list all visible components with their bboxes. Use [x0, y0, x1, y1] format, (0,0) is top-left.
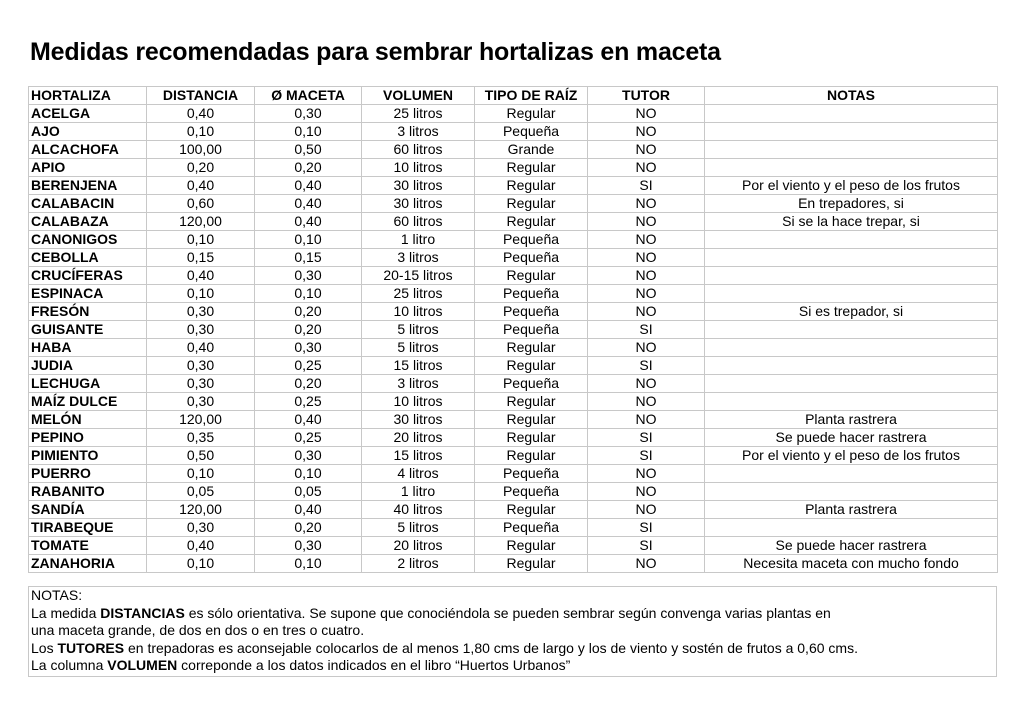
- header-volumen: VOLUMEN: [362, 87, 475, 105]
- notes-line-distancias: La medida DISTANCIAS es sólo orientativa. Se supone que conociéndola se pueden sembrar según convenga varias plantas en: [31, 604, 831, 621]
- table-row: [29, 213, 998, 231]
- cell-notas: [705, 231, 998, 249]
- cell-distancia: 100,00: [147, 141, 255, 159]
- cell-volumen: 10 litros: [362, 159, 475, 177]
- cell-hortaliza: JUDIA: [29, 357, 147, 375]
- cell-maceta: 0,30: [255, 447, 362, 465]
- table-row: [29, 501, 998, 519]
- cell-notas: [705, 483, 998, 501]
- cell-hortaliza: SANDÍA: [29, 501, 147, 519]
- cell-maceta: 0,30: [255, 105, 362, 123]
- cell-distancia: 0,40: [147, 105, 255, 123]
- cell-tipo-raiz: Regular: [475, 393, 588, 411]
- cell-notas: [705, 321, 998, 339]
- cell-tutor: NO: [588, 213, 705, 231]
- cell-distancia: 0,50: [147, 447, 255, 465]
- cell-tipo-raiz: Regular: [475, 267, 588, 285]
- cell-tutor: NO: [588, 555, 705, 573]
- cell-maceta: 0,05: [255, 483, 362, 501]
- cell-notas: [705, 393, 998, 411]
- cell-volumen: 60 litros: [362, 213, 475, 231]
- cell-maceta: 0,20: [255, 303, 362, 321]
- cell-maceta: 0,25: [255, 393, 362, 411]
- table-row: [29, 249, 998, 267]
- cell-distancia: 0,40: [147, 537, 255, 555]
- cell-tutor: NO: [588, 141, 705, 159]
- cell-hortaliza: ACELGA: [29, 105, 147, 123]
- header-tipo-raiz: TIPO DE RAÍZ: [475, 87, 588, 105]
- cell-hortaliza: APIO: [29, 159, 147, 177]
- cell-maceta: 0,25: [255, 429, 362, 447]
- cell-tipo-raiz: Pequeña: [475, 231, 588, 249]
- cell-tutor: SI: [588, 447, 705, 465]
- header-maceta: Ø MACETA: [255, 87, 362, 105]
- cell-hortaliza: PIMIENTO: [29, 447, 147, 465]
- cell-maceta: 0,10: [255, 285, 362, 303]
- cell-tutor: NO: [588, 303, 705, 321]
- header-tutor: TUTOR: [588, 87, 705, 105]
- cell-maceta: 0,40: [255, 195, 362, 213]
- cell-tutor: SI: [588, 177, 705, 195]
- cell-hortaliza: ALCACHOFA: [29, 141, 147, 159]
- cell-notas: [705, 123, 998, 141]
- cell-notas: Se puede hacer rastrera: [705, 429, 998, 447]
- cell-notas: [705, 249, 998, 267]
- cell-tutor: NO: [588, 465, 705, 483]
- cell-distancia: 120,00: [147, 213, 255, 231]
- cell-volumen: 2 litros: [362, 555, 475, 573]
- cell-tutor: SI: [588, 429, 705, 447]
- table-row: [29, 393, 998, 411]
- notes-line-volumen: La columna VOLUMEN correponde a los datos indicados en el libro “Huertos Urbanos”: [31, 657, 571, 674]
- cell-maceta: 0,10: [255, 555, 362, 573]
- cell-tutor: NO: [588, 159, 705, 177]
- cell-maceta: 0,50: [255, 141, 362, 159]
- cell-notas: [705, 357, 998, 375]
- table-row: [29, 123, 998, 141]
- cell-distancia: 0,30: [147, 393, 255, 411]
- cell-tipo-raiz: Pequeña: [475, 465, 588, 483]
- cell-tipo-raiz: Grande: [475, 141, 588, 159]
- cell-distancia: 0,35: [147, 429, 255, 447]
- cell-distancia: 120,00: [147, 411, 255, 429]
- table-row: [29, 465, 998, 483]
- header-row: [29, 87, 998, 105]
- cell-notas: [705, 267, 998, 285]
- cell-maceta: 0,40: [255, 411, 362, 429]
- cell-distancia: 0,60: [147, 195, 255, 213]
- header-notas: NOTAS: [705, 87, 998, 105]
- cell-maceta: 0,40: [255, 177, 362, 195]
- cell-tipo-raiz: Regular: [475, 159, 588, 177]
- cell-tutor: NO: [588, 195, 705, 213]
- cell-maceta: 0,10: [255, 231, 362, 249]
- cell-tipo-raiz: Regular: [475, 429, 588, 447]
- cell-distancia: 0,05: [147, 483, 255, 501]
- cell-tipo-raiz: Regular: [475, 537, 588, 555]
- cell-notas: Por el viento y el peso de los frutos: [705, 447, 998, 465]
- cell-distancia: 0,20: [147, 159, 255, 177]
- table-row: [29, 429, 998, 447]
- table-row: [29, 303, 998, 321]
- cell-tipo-raiz: Regular: [475, 195, 588, 213]
- cell-hortaliza: CRUCÍFERAS: [29, 267, 147, 285]
- cell-distancia: 0,10: [147, 555, 255, 573]
- cell-maceta: 0,40: [255, 213, 362, 231]
- cell-notas: [705, 339, 998, 357]
- cell-notas: [705, 141, 998, 159]
- cell-notas: [705, 375, 998, 393]
- cell-volumen: 25 litros: [362, 285, 475, 303]
- cell-tipo-raiz: Pequeña: [475, 519, 588, 537]
- cell-maceta: 0,30: [255, 339, 362, 357]
- cell-tutor: NO: [588, 501, 705, 519]
- cell-volumen: 5 litros: [362, 519, 475, 537]
- cell-volumen: 15 litros: [362, 447, 475, 465]
- cell-notas: [705, 159, 998, 177]
- table-row: [29, 447, 998, 465]
- table-row: [29, 375, 998, 393]
- cell-tipo-raiz: Regular: [475, 105, 588, 123]
- cell-hortaliza: ZANAHORIA: [29, 555, 147, 573]
- cell-hortaliza: LECHUGA: [29, 375, 147, 393]
- cell-tipo-raiz: Pequeña: [475, 375, 588, 393]
- cell-volumen: 20-15 litros: [362, 267, 475, 285]
- cell-notas: [705, 105, 998, 123]
- cell-hortaliza: PUERRO: [29, 465, 147, 483]
- cell-hortaliza: RABANITO: [29, 483, 147, 501]
- cell-notas: Planta rastrera: [705, 501, 998, 519]
- cell-maceta: 0,20: [255, 519, 362, 537]
- cell-volumen: 4 litros: [362, 465, 475, 483]
- cell-tutor: SI: [588, 519, 705, 537]
- cell-tutor: NO: [588, 393, 705, 411]
- cell-hortaliza: CANONIGOS: [29, 231, 147, 249]
- cell-notas: [705, 519, 998, 537]
- cell-hortaliza: MELÓN: [29, 411, 147, 429]
- cell-hortaliza: HABA: [29, 339, 147, 357]
- cell-volumen: 40 litros: [362, 501, 475, 519]
- cell-tipo-raiz: Pequeña: [475, 303, 588, 321]
- cell-tutor: SI: [588, 537, 705, 555]
- cell-hortaliza: AJO: [29, 123, 147, 141]
- cell-tipo-raiz: Pequeña: [475, 249, 588, 267]
- cell-distancia: 0,10: [147, 123, 255, 141]
- cell-distancia: 0,10: [147, 465, 255, 483]
- cell-volumen: 1 litro: [362, 483, 475, 501]
- cell-maceta: 0,10: [255, 465, 362, 483]
- cell-notas: Necesita maceta con mucho fondo: [705, 555, 998, 573]
- cell-hortaliza: TIRABEQUE: [29, 519, 147, 537]
- table-row: [29, 159, 998, 177]
- vegetables-table: [28, 86, 998, 573]
- cell-tutor: NO: [588, 285, 705, 303]
- cell-tipo-raiz: Pequeña: [475, 285, 588, 303]
- cell-tipo-raiz: Regular: [475, 339, 588, 357]
- cell-distancia: 0,40: [147, 177, 255, 195]
- cell-hortaliza: CEBOLLA: [29, 249, 147, 267]
- cell-volumen: 30 litros: [362, 195, 475, 213]
- cell-hortaliza: ESPINACA: [29, 285, 147, 303]
- cell-hortaliza: TOMATE: [29, 537, 147, 555]
- cell-tutor: NO: [588, 123, 705, 141]
- table-body: [29, 105, 998, 573]
- cell-distancia: 0,10: [147, 285, 255, 303]
- cell-notas: Si es trepador, si: [705, 303, 998, 321]
- cell-tipo-raiz: Pequeña: [475, 483, 588, 501]
- notes-box: [28, 586, 997, 677]
- cell-notas: Por el viento y el peso de los frutos: [705, 177, 998, 195]
- cell-maceta: 0,20: [255, 321, 362, 339]
- cell-notas: Si se la hace trepar, si: [705, 213, 998, 231]
- cell-volumen: 30 litros: [362, 177, 475, 195]
- cell-tutor: NO: [588, 483, 705, 501]
- cell-distancia: 0,40: [147, 267, 255, 285]
- cell-tipo-raiz: Regular: [475, 501, 588, 519]
- cell-distancia: 0,30: [147, 519, 255, 537]
- table-row: [29, 357, 998, 375]
- header-hortaliza: HORTALIZA: [29, 87, 147, 105]
- table-row: [29, 339, 998, 357]
- cell-hortaliza: MAÍZ DULCE: [29, 393, 147, 411]
- cell-tutor: NO: [588, 105, 705, 123]
- cell-volumen: 10 litros: [362, 303, 475, 321]
- cell-volumen: 20 litros: [362, 429, 475, 447]
- table-row: [29, 267, 998, 285]
- cell-tipo-raiz: Regular: [475, 177, 588, 195]
- cell-volumen: 3 litros: [362, 375, 475, 393]
- cell-volumen: 15 litros: [362, 357, 475, 375]
- header-distancia: DISTANCIA: [147, 87, 255, 105]
- table-row: [29, 519, 998, 537]
- cell-hortaliza: CALABACIN: [29, 195, 147, 213]
- cell-volumen: 10 litros: [362, 393, 475, 411]
- cell-volumen: 3 litros: [362, 123, 475, 141]
- cell-tutor: NO: [588, 411, 705, 429]
- cell-tipo-raiz: Regular: [475, 447, 588, 465]
- cell-volumen: 5 litros: [362, 339, 475, 357]
- cell-volumen: 20 litros: [362, 537, 475, 555]
- cell-notas: [705, 465, 998, 483]
- cell-tipo-raiz: Regular: [475, 357, 588, 375]
- cell-maceta: 0,15: [255, 249, 362, 267]
- cell-tutor: NO: [588, 231, 705, 249]
- cell-volumen: 5 litros: [362, 321, 475, 339]
- cell-distancia: 120,00: [147, 501, 255, 519]
- table-row: [29, 141, 998, 159]
- cell-maceta: 0,20: [255, 375, 362, 393]
- cell-volumen: 30 litros: [362, 411, 475, 429]
- table-row: [29, 321, 998, 339]
- cell-tipo-raiz: Regular: [475, 555, 588, 573]
- cell-hortaliza: CALABAZA: [29, 213, 147, 231]
- cell-maceta: 0,30: [255, 537, 362, 555]
- cell-distancia: 0,40: [147, 339, 255, 357]
- cell-distancia: 0,30: [147, 357, 255, 375]
- cell-distancia: 0,30: [147, 303, 255, 321]
- cell-volumen: 60 litros: [362, 141, 475, 159]
- table-row: [29, 555, 998, 573]
- cell-tipo-raiz: Pequeña: [475, 123, 588, 141]
- cell-tutor: NO: [588, 267, 705, 285]
- cell-volumen: 3 litros: [362, 249, 475, 267]
- cell-volumen: 1 litro: [362, 231, 475, 249]
- notes-line-tutores: Los TUTORES en trepadoras es aconsejable colocarlos de al menos 1,80 cms de largo y los de viento y sostén de frutos a 0,60 cms.: [31, 639, 858, 656]
- cell-tutor: NO: [588, 339, 705, 357]
- cell-notas: [705, 285, 998, 303]
- cell-tipo-raiz: Regular: [475, 213, 588, 231]
- cell-maceta: 0,25: [255, 357, 362, 375]
- cell-hortaliza: BERENJENA: [29, 177, 147, 195]
- table-row: [29, 231, 998, 249]
- cell-tutor: NO: [588, 375, 705, 393]
- table-row: [29, 195, 998, 213]
- page-title: Medidas recomendadas para sembrar hortalizas en maceta: [30, 38, 721, 66]
- table-row: [29, 537, 998, 555]
- cell-tipo-raiz: Pequeña: [475, 321, 588, 339]
- cell-maceta: 0,10: [255, 123, 362, 141]
- cell-hortaliza: PEPINO: [29, 429, 147, 447]
- cell-maceta: 0,30: [255, 267, 362, 285]
- cell-tutor: SI: [588, 357, 705, 375]
- cell-distancia: 0,10: [147, 231, 255, 249]
- table-row: [29, 105, 998, 123]
- cell-notas: Planta rastrera: [705, 411, 998, 429]
- cell-maceta: 0,40: [255, 501, 362, 519]
- cell-notas: Se puede hacer rastrera: [705, 537, 998, 555]
- cell-distancia: 0,15: [147, 249, 255, 267]
- cell-tutor: SI: [588, 321, 705, 339]
- table-row: [29, 411, 998, 429]
- table-row: [29, 483, 998, 501]
- table-row: [29, 285, 998, 303]
- cell-volumen: 25 litros: [362, 105, 475, 123]
- cell-tutor: NO: [588, 249, 705, 267]
- cell-notas: En trepadores, si: [705, 195, 998, 213]
- cell-tipo-raiz: Regular: [475, 411, 588, 429]
- cell-maceta: 0,20: [255, 159, 362, 177]
- cell-distancia: 0,30: [147, 375, 255, 393]
- cell-hortaliza: FRESÓN: [29, 303, 147, 321]
- notes-heading: NOTAS:: [31, 587, 83, 603]
- cell-hortaliza: GUISANTE: [29, 321, 147, 339]
- notes-line-maceta: una maceta grande, de dos en dos o en tres o cuatro.: [31, 622, 365, 639]
- cell-distancia: 0,30: [147, 321, 255, 339]
- table-row: [29, 177, 998, 195]
